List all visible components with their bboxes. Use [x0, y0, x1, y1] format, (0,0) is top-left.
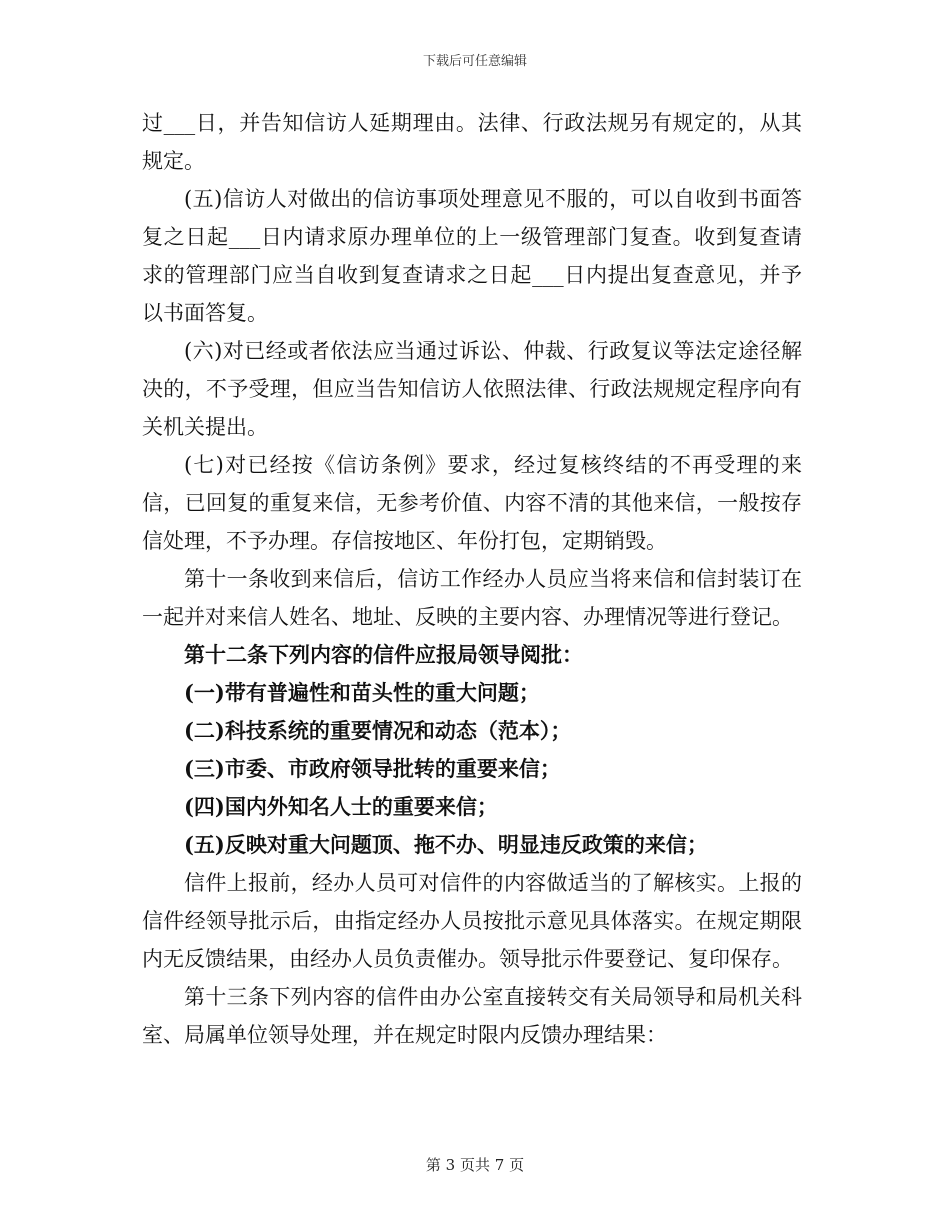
list-item: (一)带有普遍性和苗头性的重大问题；	[184, 680, 540, 705]
list-item: (二)科技系统的重要情况和动态（范本）；	[184, 718, 572, 743]
paragraph: 第十二条下列内容的信件应报局领导阅批：	[184, 642, 583, 667]
page-header: 下载后可任意编辑	[422, 54, 527, 69]
list-item: (四)国内外知名人士的重要来信；	[184, 794, 498, 819]
document-body	[142, 104, 802, 1054]
paragraph: (五)信访人对做出的信访事项处理意见不服的，可以自收到书面答复之日起___日内请求原办理单位的上一级管理部门复查。收到复查请求的管理部门应当自收到复查请求之日起___日内提出复查意见，并予以书面答复。	[142, 187, 802, 325]
paragraph: 第十一条收到来信后，信访工作经办人员应当将来信和信封装订在一起并对来信人姓名、地址、反映的主要内容、办理情况等进行登记。	[142, 567, 802, 629]
paragraph: (六)对已经或者依法应当通过诉讼、仲裁、行政复议等法定途径解决的，不予受理，但应当告知信访人依照法律、行政法规规定程序向有关机关提出。	[142, 339, 802, 439]
paragraph: (七)对已经按《信访条例》要求，经过复核终结的不再受理的来信，已回复的重复来信，无参考价值、内容不清的其他来信，一般按存信处理，不予办理。存信按地区、年份打包，定期销毁。	[142, 453, 802, 553]
list-item: (三)市委、市政府领导批转的重要来信；	[184, 756, 561, 781]
paragraph: 信件上报前，经办人员可对信件的内容做适当的了解核实。上报的信件经领导批示后，由指定经办人员按批示意见具体落实。在规定期限内无反馈结果，由经办人员负责催办。领导批示件要登记、复印保存。	[142, 871, 802, 971]
page-number: 第 3 页共 7 页	[425, 1156, 525, 1174]
list-item: (五)反映对重大问题顶、拖不办、明显违反政策的来信；	[184, 832, 708, 857]
paragraph: 过___日，并告知信访人延期理由。法律、行政法规另有规定的，从其规定。	[142, 111, 802, 173]
paragraph: 第十三条下列内容的信件由办公室直接转交有关局领导和局机关科室、局属单位领导处理，并在规定时限内反馈办理结果：	[142, 985, 802, 1047]
